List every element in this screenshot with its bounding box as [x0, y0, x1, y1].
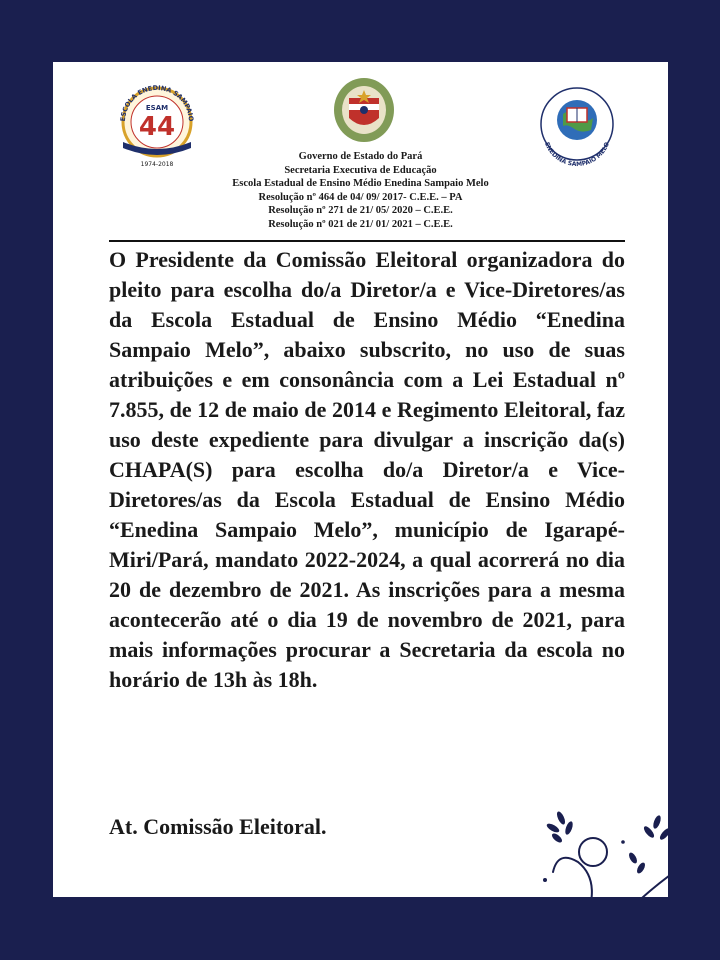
header-resolution-1: Resolução nº 464 de 04/ 09/ 2017- C.E.E. – PA [258, 191, 463, 203]
header-government: Governo de Estado do Pará [298, 151, 423, 162]
left-logo-abbr: ESAM [145, 104, 169, 112]
notice-card [53, 62, 668, 897]
para-state-coat-of-arms-icon [331, 74, 397, 146]
header-school: Escola Estadual de Ensino Médio Enedina Sampaio Melo [232, 178, 489, 189]
left-logo-number: 44 [138, 112, 176, 142]
notice-body: O Presidente da Comissão Eleitoral organizadora do pleito para escolha do/a Diretor/a e Vice-Diretores/as da Escola Estadual de Ensino Médio “Enedina Sampaio Melo”, abaixo subscrito, no uso de suas atribuições e em consonância com a Lei Estadual nº 7.855, de 12 de maio de 2014 e Regimento Eleitoral, faz uso deste expediente para divulgar a inscrição da(s) CHAPA(S) para escolha do/a Diretor/a e Vice-Diretores/as da Escola Estadual de Ensino Médio “Enedina Sampaio Melo”, município de Igarapé-Miri/Pará, mandato 2022-2024, a qual acorrerá no dia 20 de dezembro de 2021. As inscrições para a mesma acontecerão até o dia 19 de novembro de 2021, para mais informações procurar a Secretaria da escola no horário de 13h às 18h. [109, 247, 625, 692]
letterhead [53, 150, 668, 231]
notice-signoff: At. Comissão Eleitoral. [109, 814, 327, 839]
header-secretariat: Secretaria Executiva de Educação [284, 164, 437, 176]
left-logo-arc-text: ESCOLA ENEDINA SAMPAIO [118, 83, 196, 122]
header-resolution-3: Resolução nº 021 de 21/ 01/ 2021 – C.E.E. [268, 218, 453, 230]
header-resolution-2: Resolução nº 271 de 21/ 05/ 2020 – C.E.E. [268, 205, 453, 216]
header-divider [109, 240, 625, 242]
left-logo-years: 1974-2018 [140, 161, 174, 168]
floral-swirl-ornament-icon [483, 762, 668, 897]
right-logo-arc-text: ENEDINA SAMPAIO MELO [542, 141, 612, 169]
